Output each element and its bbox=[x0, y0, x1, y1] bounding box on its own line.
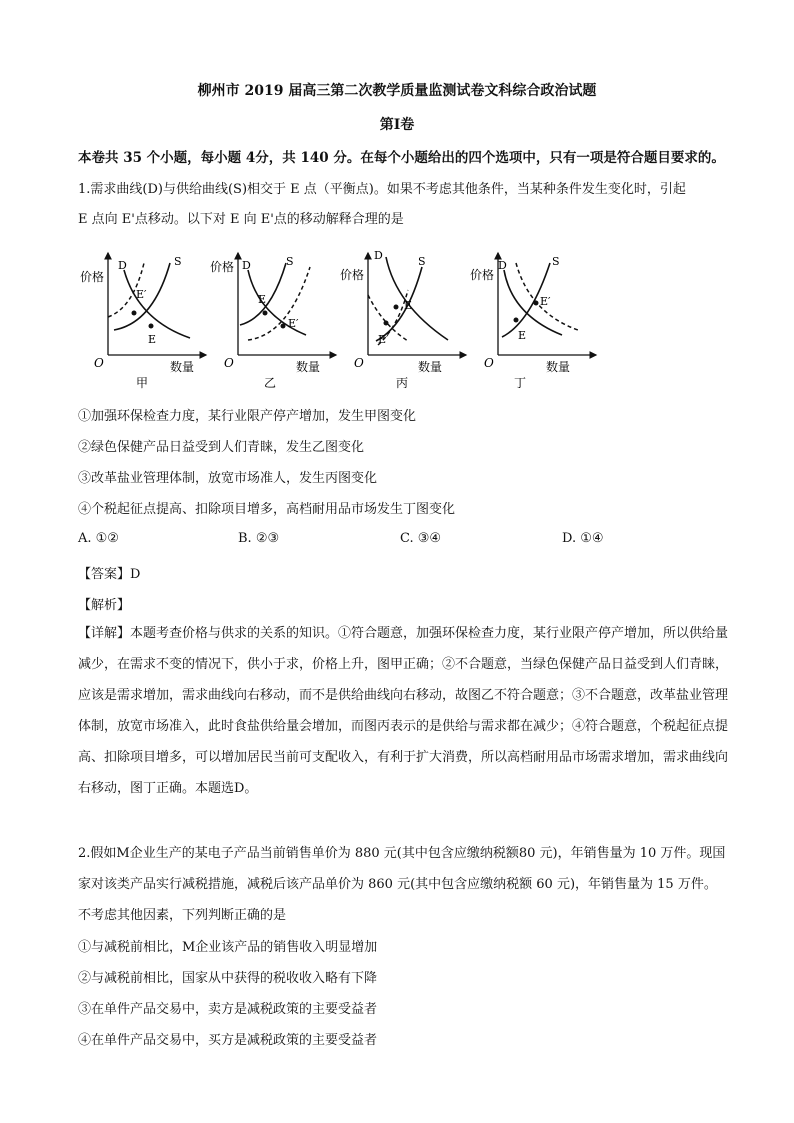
q1-item-1: ①加强环保检查力度，某行业限产停产增加，发生甲图变化 bbox=[78, 409, 417, 424]
equilibrium-label: E bbox=[518, 329, 527, 342]
q1-item-3: ③改革盐业管理体制，放宽市场准人，发生丙图变化 bbox=[78, 471, 378, 486]
graph-caption: 丁 bbox=[514, 376, 527, 390]
demand-label: D bbox=[118, 259, 127, 272]
q2-item-3: ③在单件产品交易中，卖方是减税政策的主要受益者 bbox=[78, 1002, 378, 1017]
demand-curve bbox=[386, 257, 448, 340]
new-equilibrium-label: E′ bbox=[288, 317, 299, 330]
x-axis-label: 数量 bbox=[546, 360, 571, 374]
q2-item-2: ②与减税前相比，国家从中获得的税收收入略有下降 bbox=[78, 971, 378, 986]
q1-item-2: ②绿色保健产品日益受到人们青睐，发生乙图变化 bbox=[78, 440, 365, 455]
supply-label: S bbox=[552, 255, 560, 268]
equilibrium-label: E bbox=[258, 293, 267, 306]
x-axis-label: 数量 bbox=[418, 360, 443, 374]
demand-label: D bbox=[242, 259, 251, 272]
q2-stem: 2.假如M企业生产的某电子产品当前销售单价为 880 元(其中包含应缴纳税额80 元)，年销售量为 10 万件。现国家对该类产品实行减税措施，减税后该产品单价为 860 元(其中包含应缴纳税额 60 元)，年销售量为 15 万件。不考虑其他因素，下列判断正确的是 bbox=[78, 846, 726, 923]
demand-label: D bbox=[374, 249, 383, 262]
supply-curve bbox=[376, 267, 422, 341]
graph-bing bbox=[340, 249, 466, 390]
demand-curve bbox=[124, 270, 190, 338]
q1-option-d: D. ①④ bbox=[562, 531, 604, 546]
q1-option-b: B. ②③ bbox=[238, 531, 280, 546]
q1-analysis-label: 【解析】 bbox=[78, 598, 131, 613]
q1-option-a: A. ①② bbox=[78, 531, 119, 546]
new-equilibrium-label: E′ bbox=[540, 295, 551, 308]
q1-option-c: C. ③④ bbox=[400, 531, 442, 546]
x-axis-label: 数量 bbox=[296, 360, 321, 374]
x-axis-label: 数量 bbox=[170, 360, 195, 374]
q1-item-4: ④个税起征点提高、扣除项目增多，高档耐用品市场发生丁图变化 bbox=[78, 502, 456, 517]
y-axis-label: 价格 bbox=[470, 268, 495, 282]
graph-yi bbox=[210, 253, 336, 390]
equilibrium-label: E bbox=[148, 333, 157, 346]
origin-label: O bbox=[224, 356, 234, 370]
section-instructions: 本卷共 35 个小题，每小题 4分，共 140 分。在每个小题给出的四个选项中，只有一项是符合题目要求的。 bbox=[78, 150, 725, 166]
origin-label: O bbox=[484, 356, 494, 370]
demand-label: D bbox=[498, 259, 507, 272]
equilibrium-label: E bbox=[404, 299, 413, 312]
origin-label: O bbox=[354, 356, 364, 370]
q1-stem-line2: E 点向 E'点移动。以下对 E 向 E'点的移动解释合理的是 bbox=[78, 212, 404, 227]
q1-detail: 【详解】本题考查价格与供求的关系的知识。①符合题意，加强环保检查力度，某行业限产停产增加，所以供给量减少，在需求不变的情况下，供小于求，价格上升，图甲正确；②不合题意，当绿色保健产品日益受到人们青睐，应该是需求增加，需求曲线向右移动，而不是供给曲线向右移动，故图乙不符合题意；③不合题意，改革盐业管理体制，放宽市场准入，此时食盐供给量会增加，而图丙表示的是供给与需求都在减少；④符合题意，个税起征点提高、扣除项目增多，可以增加居民当前可支配收入，有利于扩大消费，所以高档耐用品市场需求增加，需求曲线向右移动，图丁正确。本题选D。 bbox=[78, 626, 729, 796]
document-title: 柳州市 2019 届高三第二次教学质量监测试卷文科综合政治试题 bbox=[197, 83, 597, 99]
supply-label: S bbox=[418, 255, 426, 268]
new-equilibrium-label: E′ bbox=[378, 333, 389, 346]
y-axis-label: 价格 bbox=[80, 270, 105, 284]
section-heading: 第Ⅰ卷 bbox=[379, 117, 415, 133]
q1-stem-line1: 1.需求曲线(D)与供给曲线(S)相交于 E 点（平衡点)。如果不考虑其他条件，当某种条件发生变化时，引起 bbox=[78, 182, 686, 197]
y-axis-label: 价格 bbox=[210, 260, 235, 274]
graph-jia bbox=[80, 253, 206, 390]
q2-item-1: ①与减税前相比，M企业该产品的销售收入明显增加 bbox=[78, 940, 378, 955]
graph-caption: 乙 bbox=[264, 376, 277, 390]
q1-graphs bbox=[78, 245, 638, 390]
y-axis-label: 价格 bbox=[340, 268, 365, 282]
q1-answer: 【答案】D bbox=[78, 567, 141, 582]
new-equilibrium-label: E′ bbox=[136, 288, 147, 301]
supply-label: S bbox=[174, 255, 182, 268]
origin-label: O bbox=[94, 356, 104, 370]
graph-caption: 丙 bbox=[396, 376, 409, 390]
graph-ding bbox=[470, 253, 596, 390]
supply-label: S bbox=[286, 255, 294, 268]
q2-item-4: ④在单件产品交易中，买方是减税政策的主要受益者 bbox=[78, 1033, 378, 1048]
graph-caption: 甲 bbox=[136, 376, 149, 390]
